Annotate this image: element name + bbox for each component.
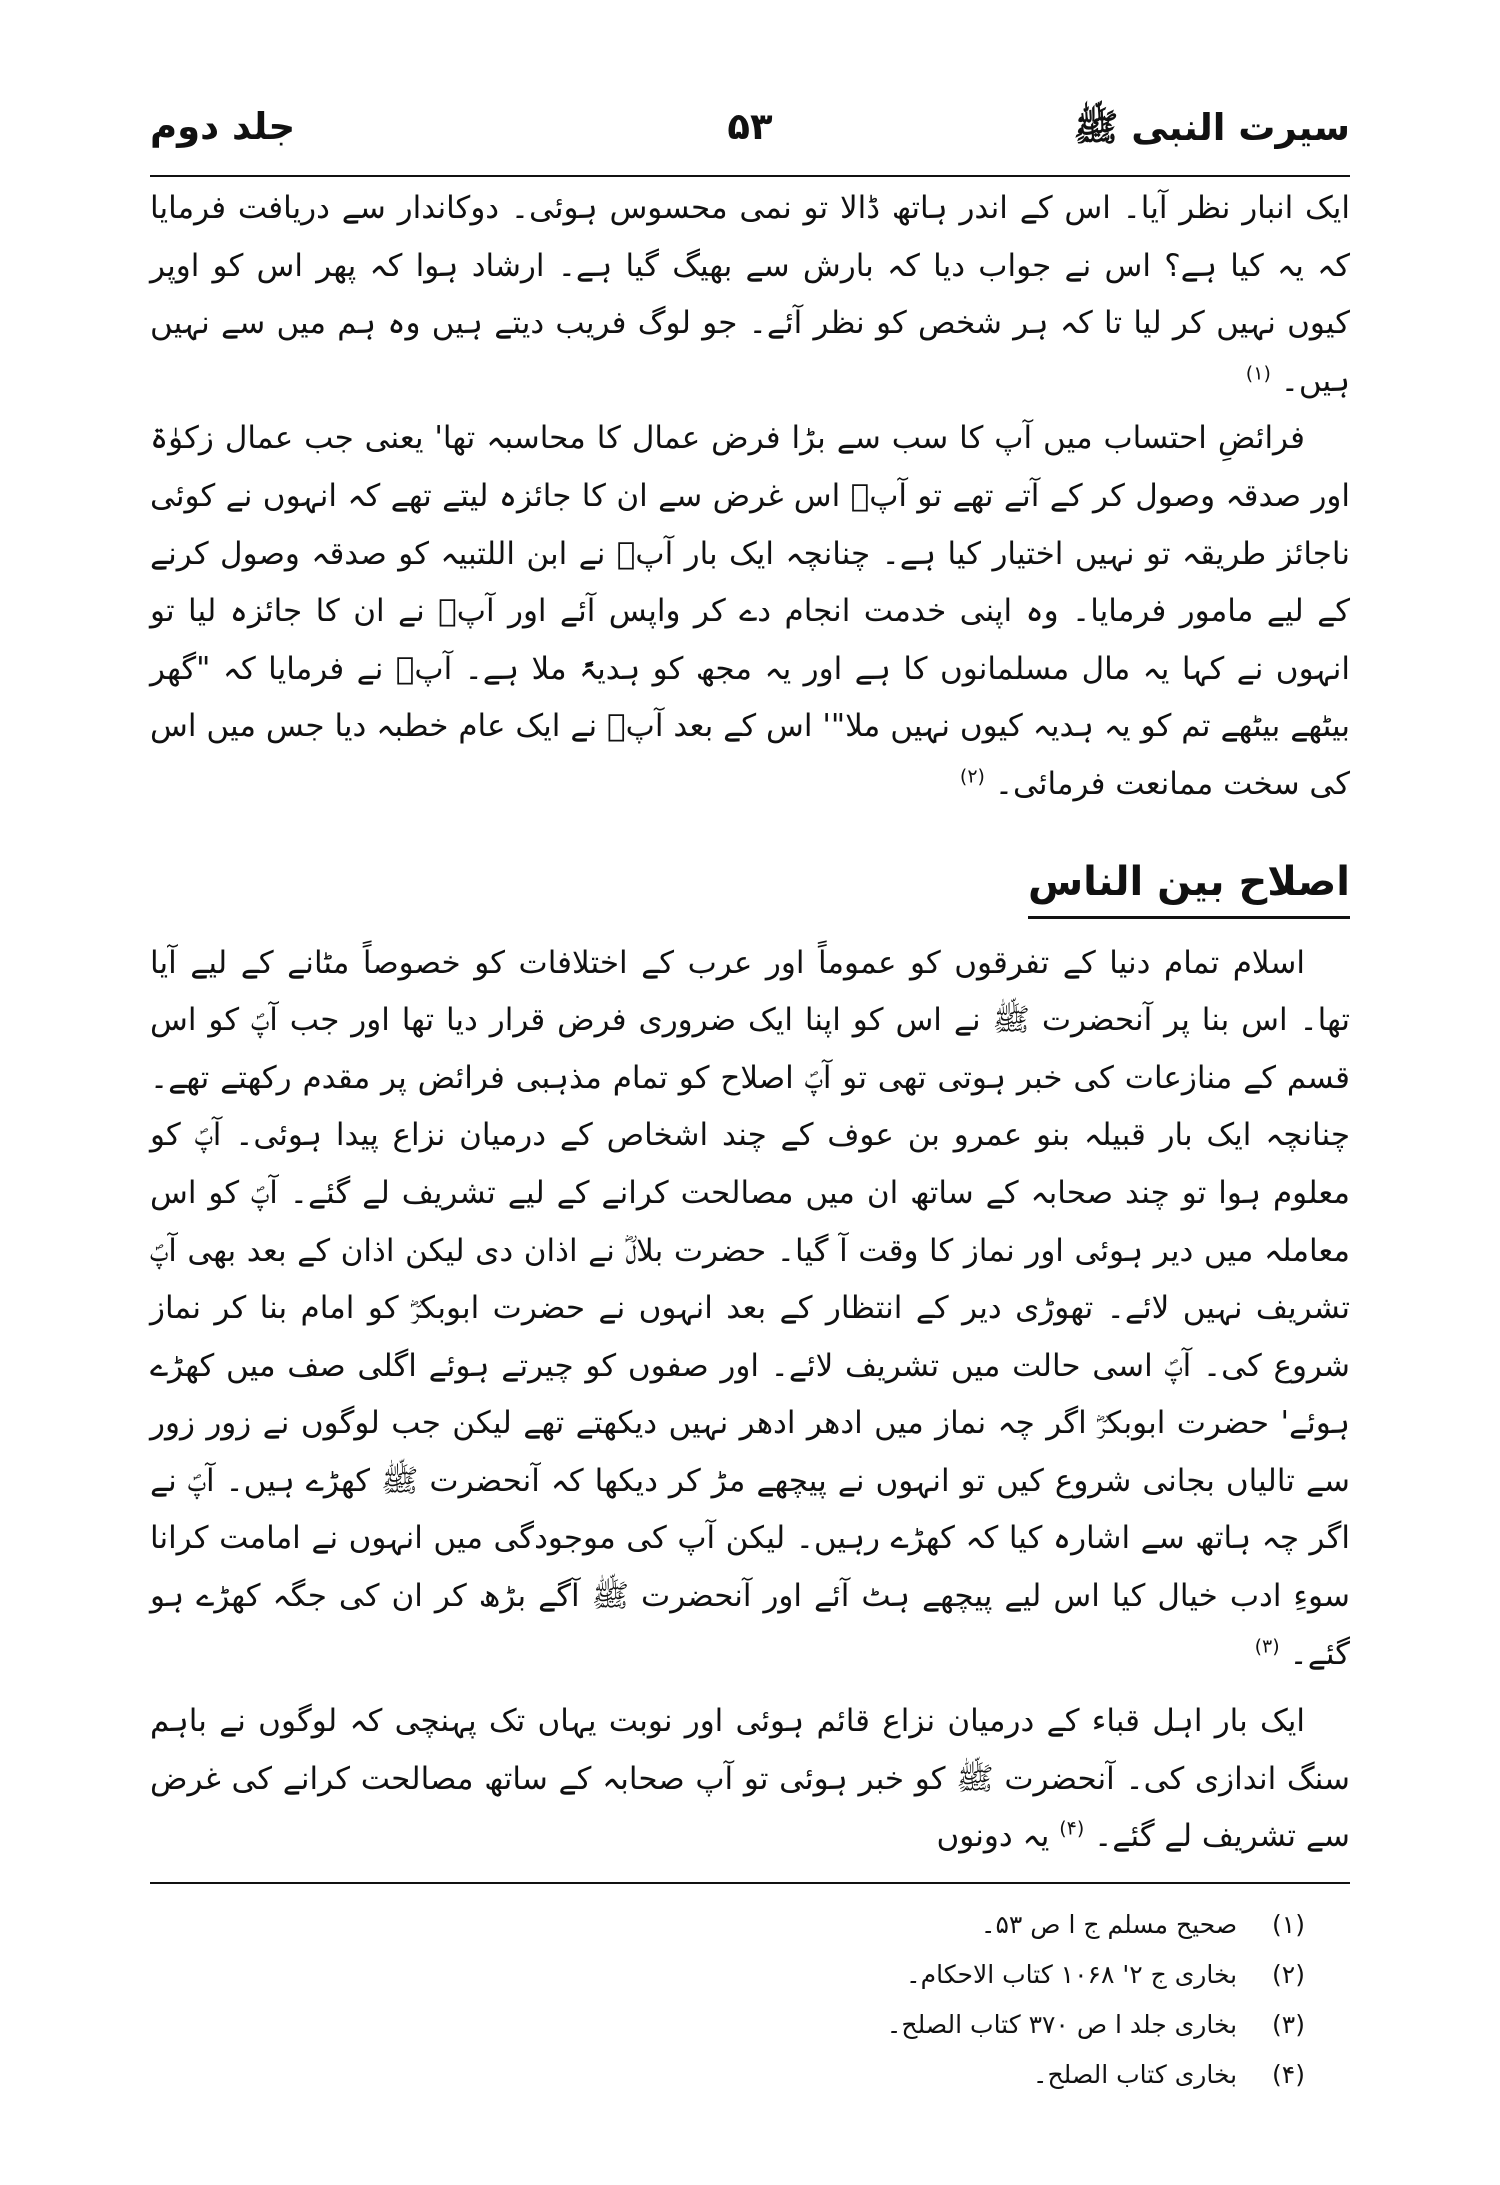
paragraph-text: اسلام تمام دنیا کے تفرقوں کو عموماً اور عرب کے اختلافات کو خصوصاً مٹانے کے لیے آیا تھا۔ اس بنا پر آنحضرت ﷺ نے اس کو اپنا ایک ضروری فرض قرار دیا تھا اور جب آپؐ کو اس قسم کے منازعات کی خبر ہوتی تھی تو آپؐ اصلاح کو تمام مذہبی فرائض پر مقدم رکھتے تھے۔ چنانچہ ایک بار قبیلہ بنو عمرو بن عوف کے چند اشخاص کے درمیان نزاع پیدا ہوئی۔ آپؐ کو معلوم ہوا تو چند صحابہ کے ساتھ ان میں مصالحت کرانے کے لیے تشریف لے گئے۔ آپؐ کو اس معاملہ میں دیر ہوئی اور نماز کا وقت آ گیا۔ حضرت بلالؓ نے اذان دی لیکن اذان کے بعد بھی آپؐ تشریف نہیں لائے۔ تھوڑی دیر کے انتظار کے بعد انہوں نے حضرت ابوبکرؓ کو امام بنا کر نماز شروع کی۔ آپؐ اسی حالت میں تشریف لائے۔ اور صفوں کو چیرتے ہوئے اگلی صف میں کھڑے ہوئے' حضرت ابوبکرؓ اگر چہ نماز میں ادھر ادھر نہیں دیکھتے تھے لیکن جب لوگوں نے زور زور سے تالیاں بجانی شروع کیں تو انہوں نے پیچھے مڑ کر دیکھا کہ آنحضرت ﷺ کھڑے ہیں۔ آپؐ نے اگر چہ ہاتھ سے اشارہ کیا کہ کھڑے رہیں۔ لیکن آپ کی موجودگی میں انہوں نے امامت کرانا سوءِ ادب خیال کیا اس لیے پیچھے ہٹ آئے اور آنحضرت ﷺ آگے بڑھ کر ان کی جگہ کھڑے ہو گئے۔ <box>150 944 1350 1672</box>
footnote-ref: (۱) <box>1245 362 1271 385</box>
volume-label: جلد دوم <box>150 105 296 148</box>
section-heading: اصلاح بین الناس <box>1028 852 1350 919</box>
footnote-text: بخاری کتاب الصلح۔ <box>1032 2060 1238 2089</box>
book-title: سیرت النبی ﷺ <box>1073 106 1350 149</box>
page-number: ۵۳ <box>727 105 773 148</box>
paragraph-text: فرائضِ احتساب میں آپ کا سب سے بڑا فرض عمال کا محاسبہ تھا' یعنی جب عمال زکوٰۃ اور صدقہ وصول کر کے آتے تھے تو آپؐ اس غرض سے ان کا جائزہ لیتے تھے کہ انہوں نے کوئی ناجائز طریقہ تو نہیں اختیار کیا ہے۔ چنانچہ ایک بار آپؐ نے ابن اللتبیہ کو صدقہ وصول کرنے کے لیے مامور فرمایا۔ وہ اپنی خدمت انجام دے کر واپس آئے اور آپؐ نے ان کا جائزہ لیا تو انہوں نے کہا یہ مال مسلمانوں کا ہے اور یہ مجھ کو ہدیۃً ملا ہے۔ آپؐ نے فرمایا کہ "گھر بیٹھے بیٹھے تم کو یہ ہدیہ کیوں نہیں ملا"' اس کے بعد آپؐ نے ایک عام خطبہ دیا جس میں اس کی سخت ممانعت فرمائی۔ <box>150 420 1350 802</box>
footnote-number: (۲) <box>1272 1960 1305 1989</box>
section-heading-wrap <box>150 852 1350 919</box>
footnote-ref: (۲) <box>959 765 985 788</box>
running-header <box>150 105 1350 175</box>
paragraph <box>150 410 1350 813</box>
paragraph-text: ایک انبار نظر آیا۔ اس کے اندر ہاتھ ڈالا تو نمی محسوس ہوئی۔ دوکاندار سے دریافت فرمایا کہ یہ کیا ہے؟ اس نے جواب دیا کہ بارش سے بھیگ گیا ہے۔ ارشاد ہوا کہ پھر اس کو اوپر کیوں نہیں کر لیا تا کہ ہر شخص کو نظر آئے۔ جو لوگ فریب دیتے ہیں وہ ہم میں سے نہیں ہیں۔ <box>150 190 1350 399</box>
footnote-number: (۱) <box>1272 1910 1305 1939</box>
paragraph <box>150 935 1350 1684</box>
footnote-divider <box>150 1882 1350 1884</box>
footnote-text: بخاری ج ۲' ۱۰۶۸ کتاب الاحکام۔ <box>905 1960 1238 1989</box>
main-text <box>150 180 1350 1866</box>
paragraph-text: ایک بار اہل قباء کے درمیان نزاع قائم ہوئی اور نوبت یہاں تک پہنچی کہ لوگوں نے باہم سنگ اندازی کی۔ آنحضرت ﷺ کو خبر ہوئی تو آپ صحابہ کے ساتھ مصالحت کرانے کی غرض سے تشریف لے گئے۔ <box>150 1703 1350 1855</box>
footnote-ref: (۴) <box>1059 1818 1085 1841</box>
footnotes <box>150 1900 1350 2100</box>
header-divider <box>150 175 1350 177</box>
footnote-number: (۴) <box>1272 2060 1305 2089</box>
footnote-text: بخاری جلد ا ص ۳۷۰ کتاب الصلح۔ <box>886 2010 1238 2039</box>
footnote-text: صحیح مسلم ج ا ص ۵۳۔ <box>980 1910 1238 1939</box>
footnote <box>150 2000 1350 2050</box>
paragraph <box>150 180 1350 410</box>
continuation-text: یہ دونوں <box>936 1818 1050 1855</box>
paragraph <box>150 1693 1350 1866</box>
footnote <box>150 2050 1350 2100</box>
footnote <box>150 1950 1350 2000</box>
footnote <box>150 1900 1350 1950</box>
footnote-ref: (۳) <box>1254 1635 1280 1658</box>
footnote-number: (۳) <box>1272 2010 1305 2039</box>
